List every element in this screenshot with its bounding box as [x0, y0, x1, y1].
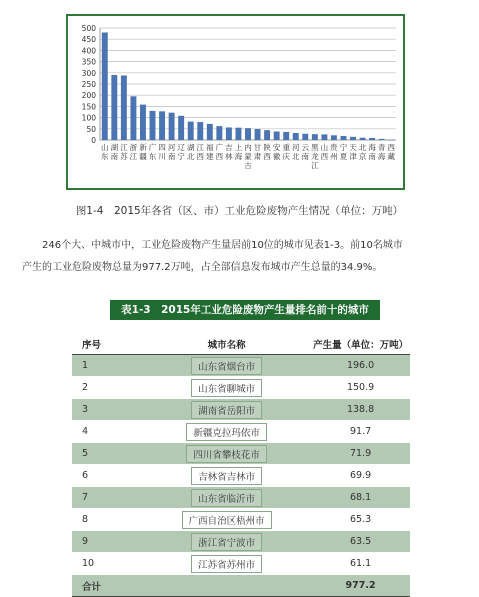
chart-frame: [66, 14, 405, 190]
bar: [178, 116, 184, 140]
x-tick-label: 海南: [368, 143, 376, 161]
bar: [312, 134, 318, 140]
row-city: 湖南省岳阳市: [191, 401, 262, 419]
x-tick-label: 江苏: [120, 143, 128, 161]
bar: [226, 127, 232, 140]
row-amount: 68.1: [349, 492, 372, 503]
row-city: 山东省烟台市: [191, 357, 262, 375]
total-spacer: [142, 575, 311, 597]
x-tick-label: 四川: [158, 143, 166, 161]
row-city: 江苏省苏州市: [191, 555, 262, 573]
x-tick-label: 湖南: [110, 143, 119, 161]
y-tick-label: 450: [81, 35, 96, 45]
bar: [369, 138, 375, 140]
row-rank: 2: [72, 377, 142, 399]
row-rank: 7: [72, 487, 142, 509]
bar: [293, 133, 299, 140]
row-rank: 1: [72, 355, 142, 377]
bar: [360, 138, 366, 140]
total-label: 合计: [72, 575, 142, 597]
table-row: [72, 487, 410, 509]
table-row: [72, 377, 410, 399]
row-amount: 71.9: [349, 448, 372, 459]
x-tick-label: 宁夏: [339, 143, 348, 161]
table-row: [72, 531, 410, 553]
row-rank: 10: [72, 553, 142, 575]
y-tick-label: 350: [81, 57, 96, 67]
x-tick-label: 江西: [196, 143, 205, 161]
bar: [150, 111, 156, 140]
y-tick-label: 150: [81, 102, 96, 112]
row-amount: 138.8: [346, 404, 375, 415]
row-city: 山东省聊城市: [191, 379, 262, 397]
x-tick-label: 辽宁: [177, 143, 185, 161]
y-tick-label: 400: [81, 46, 96, 56]
x-tick-label: 陕西: [263, 143, 271, 161]
bar: [274, 131, 280, 140]
y-tick-label: 50: [86, 124, 96, 134]
row-amount: 61.1: [349, 558, 372, 569]
x-tick-label: 湖北: [186, 143, 195, 161]
x-tick-label: 福建: [206, 143, 214, 161]
bar: [102, 32, 108, 140]
row-city: 新疆克拉玛依市: [186, 423, 267, 441]
bar: [379, 139, 385, 140]
y-tick-label: 250: [81, 80, 96, 89]
x-tick-label: 西藏: [387, 143, 395, 161]
row-city: 广西自治区梧州市: [182, 511, 272, 529]
table-total-row: [72, 575, 410, 597]
row-rank: 3: [72, 399, 142, 421]
y-tick-label: 500: [81, 24, 96, 33]
bar: [197, 122, 203, 140]
row-amount: 63.5: [349, 536, 372, 547]
table-row: [72, 421, 410, 443]
table-row: [72, 553, 410, 575]
x-tick-label: 新疆: [139, 143, 147, 161]
row-city: 山东省临沂市: [191, 489, 262, 507]
x-tick-label: 安徽: [272, 143, 281, 161]
row-rank: 8: [72, 509, 142, 531]
table-row: [72, 355, 410, 377]
y-tick-label: 300: [81, 68, 96, 78]
table-row: [72, 509, 410, 531]
bar: [245, 128, 251, 140]
row-amount: 65.3: [349, 514, 372, 525]
total-value: 977.2: [311, 575, 410, 597]
row-rank: 5: [72, 443, 142, 465]
bar: [121, 75, 127, 140]
x-tick-label: 内蒙古: [244, 143, 252, 170]
row-city: 浙江省宁波市: [191, 533, 262, 551]
y-tick-label: 100: [81, 113, 96, 123]
paragraph-line-2: 产生的工业危险废物总量为977.2万吨，占全部信息发布城市产生总量的34.9%。: [22, 262, 383, 273]
bar-chart: [68, 16, 403, 188]
x-tick-label: 青海: [377, 143, 386, 161]
table-title: 表1-3 2015年工业危险废物产生量排名前十的城市: [110, 300, 380, 320]
x-tick-label: 天津: [349, 143, 357, 161]
bar: [207, 124, 213, 140]
x-tick-label: 吉林: [225, 143, 233, 161]
row-amount: 69.9: [349, 470, 372, 481]
paragraph-line-1: 246个大、中城市中，工业危险废物产生量居前10位的城市见表1-3。前10名城市: [42, 240, 403, 251]
bar: [350, 137, 356, 140]
header-amount: 产生量（单位：万吨）: [311, 333, 410, 355]
x-tick-label: 上海: [234, 143, 243, 161]
y-tick-label: 0: [91, 136, 96, 145]
bar: [235, 128, 241, 140]
row-rank: 4: [72, 421, 142, 443]
x-tick-label: 黑龙江: [311, 143, 319, 170]
bar: [321, 134, 327, 140]
bar: [264, 130, 270, 140]
row-rank: 6: [72, 465, 142, 487]
x-tick-label: 重庆: [282, 143, 290, 161]
bar: [388, 140, 394, 141]
header-city: 城市名称: [142, 333, 311, 355]
x-tick-label: 甘肃: [253, 143, 262, 161]
x-tick-label: 云南: [301, 143, 310, 161]
row-city: 四川省攀枝花市: [186, 445, 267, 463]
header-rank: 序号: [72, 333, 142, 355]
bar: [130, 96, 136, 140]
x-tick-label: 广西: [215, 143, 224, 161]
x-tick-label: 北京: [358, 143, 367, 161]
x-tick-label: 浙江: [129, 143, 138, 161]
x-tick-label: 山西: [320, 143, 329, 161]
x-tick-label: 河北: [291, 143, 300, 161]
bar: [111, 75, 117, 140]
table-row: [72, 443, 410, 465]
bar: [255, 129, 261, 140]
bar: [341, 136, 347, 140]
table-header-row: [72, 333, 410, 355]
bar: [216, 126, 222, 140]
bar: [331, 135, 337, 140]
row-amount: 150.9: [346, 382, 375, 393]
row-amount: 196.0: [346, 360, 375, 371]
bar: [159, 111, 165, 140]
row-city: 吉林省吉林市: [191, 467, 262, 485]
ranking-table: [72, 333, 410, 597]
bar: [302, 134, 308, 140]
y-tick-label: 200: [81, 91, 96, 101]
bar: [169, 113, 175, 140]
bar: [283, 132, 289, 140]
row-amount: 91.7: [349, 426, 372, 437]
x-tick-label: 贵州: [330, 143, 338, 161]
x-tick-label: 山东: [101, 143, 109, 161]
x-tick-label: 广东: [148, 143, 157, 161]
bar: [140, 105, 146, 140]
figure-caption: 图1-4 2015年各省（区、市）工业危险废物产生情况（单位：万吨）: [75, 205, 404, 217]
bar: [188, 122, 194, 140]
x-tick-label: 河南: [167, 143, 176, 161]
row-rank: 9: [72, 531, 142, 553]
table-row: [72, 465, 410, 487]
table-row: [72, 399, 410, 421]
